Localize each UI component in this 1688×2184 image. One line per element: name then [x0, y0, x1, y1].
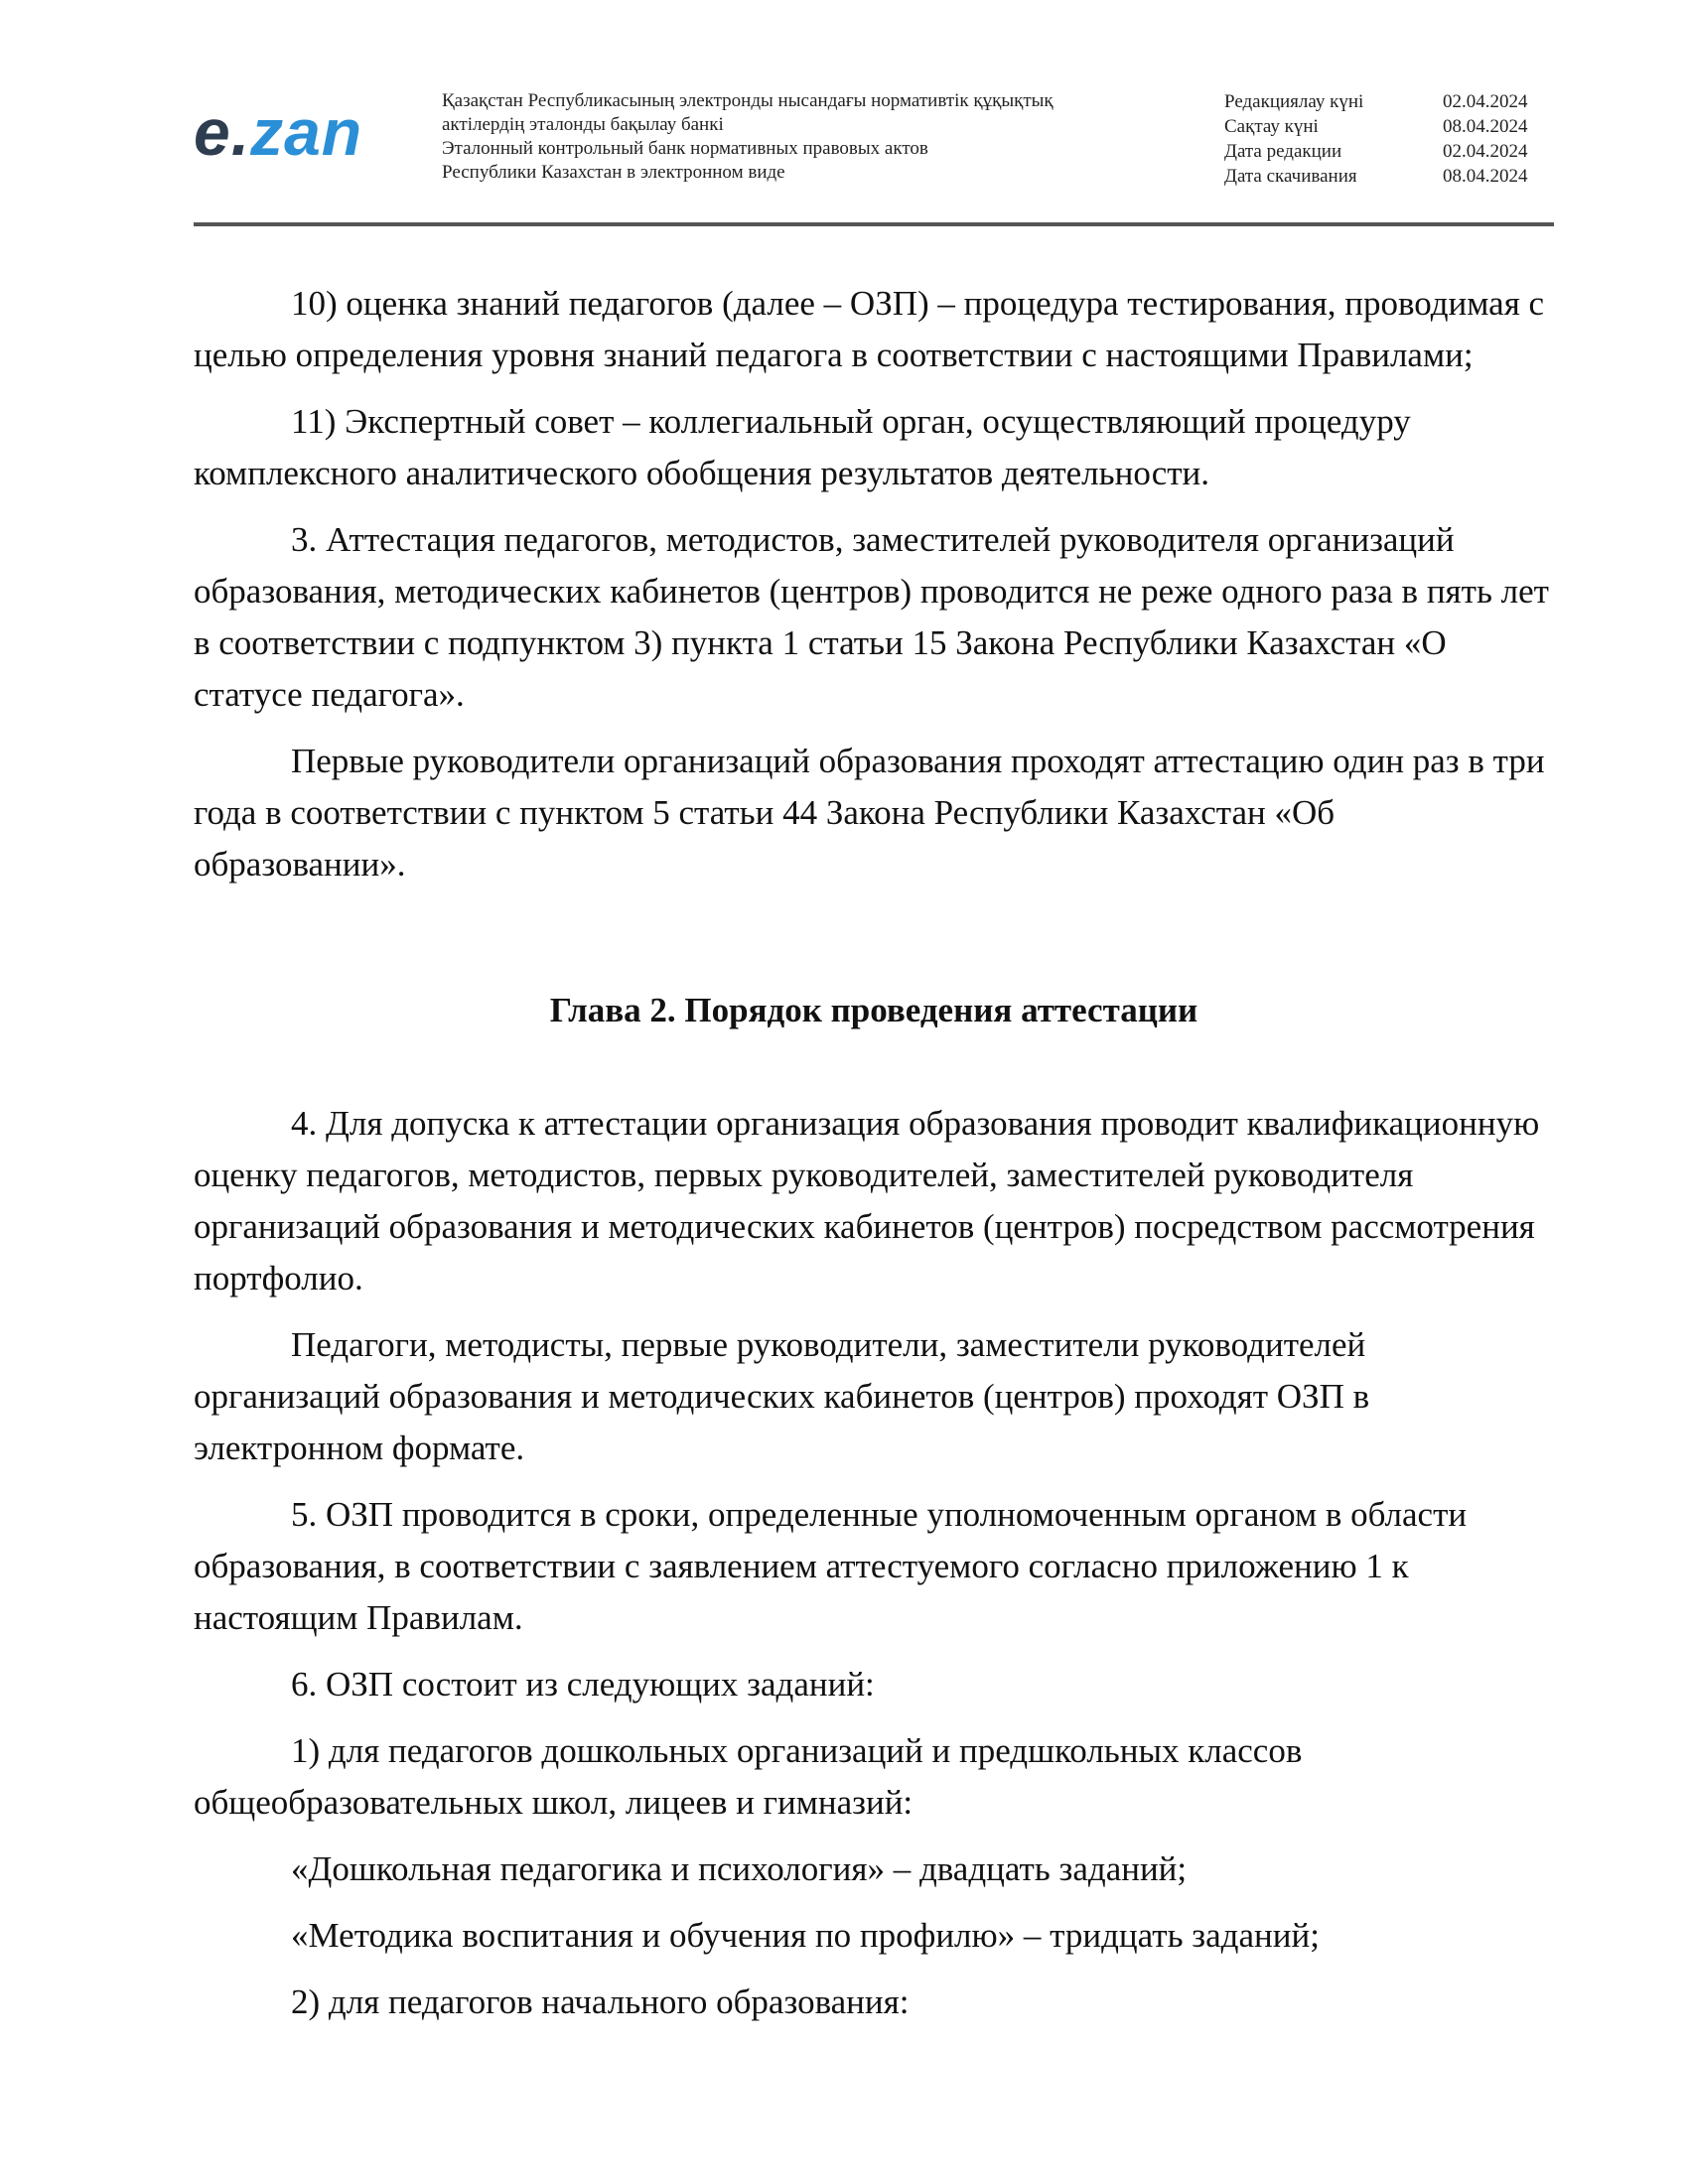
meta-label: Редакциялау күні — [1224, 91, 1364, 112]
meta-value: 02.04.2024 — [1443, 91, 1528, 112]
logo-e: e — [194, 95, 231, 169]
ezan-logo — [194, 95, 363, 169]
meta-value: 08.04.2024 — [1443, 166, 1528, 187]
bank-title-line: Эталонный контрольный банк нормативных правовых актов — [442, 138, 928, 159]
meta-label: Сақтау күні — [1224, 116, 1319, 137]
paragraph: 4. Для допуска к аттестации организация образования проводит квалификационную оценку педагогов, методистов, первых руководителей, заместителей руководителя организаций образования и методических кабинетов (центров) посредством рассмотрения портфолио. — [194, 1104, 1540, 1297]
paragraph: «Методика воспитания и обучения по профилю» – тридцать заданий; — [291, 1916, 1320, 1955]
paragraph: 11) Экспертный совет – коллегиальный орган, осуществляющий процедуру комплексного аналитического обобщения результатов деятельности. — [194, 402, 1411, 492]
bank-title-line: актілердің эталонды бақылау банкі — [442, 114, 724, 135]
meta-value: 02.04.2024 — [1443, 141, 1528, 162]
paragraph: 6. ОЗП состоит из следующих заданий: — [291, 1665, 875, 1704]
paragraph: «Дошкольная педагогика и психология» – двадцать заданий; — [291, 1849, 1188, 1888]
paragraph: 1) для педагогов дошкольных организаций и предшкольных классов общеобразовательных школ, лицеев и гимназий: — [194, 1731, 1303, 1822]
paragraph: 5. ОЗП проводится в сроки, определенные уполномоченным органом в области образования, в соответствии с заявлением аттестуемого согласно приложению 1 к настоящим Правилам. — [194, 1495, 1468, 1637]
header-divider — [194, 222, 1554, 226]
paragraph: 2) для педагогов начального образования: — [291, 1982, 910, 2021]
bank-title-line: Республики Казахстан в электронном виде — [442, 162, 785, 183]
logo-dot: . — [230, 95, 251, 169]
bank-title — [442, 89, 1054, 185]
paragraph: Педагоги, методисты, первые руководители, заместители руководителей организаций образования и методических кабинетов (центров) проходят ОЗП в электронном формате. — [194, 1325, 1370, 1467]
meta-label: Дата редакции — [1224, 141, 1342, 162]
document-body — [194, 278, 1554, 2043]
paragraph: Первые руководители организаций образования проходят аттестацию один раз в три года в соответствии с пунктом 5 статьи 44 Закона Республики Казахстан «Об образовании». — [194, 742, 1545, 884]
document-header — [194, 85, 1549, 224]
meta-label: Дата скачивания — [1224, 166, 1357, 187]
paragraph: 10) оценка знаний педагогов (далее – ОЗП) – процедура тестирования, проводимая с целью определения уровня знаний педагога в соответствии с настоящими Правилами; — [194, 284, 1545, 374]
bank-title-line: Қазақстан Республикасының электронды нысандағы нормативтік құқықтық — [442, 90, 1054, 111]
meta-value: 08.04.2024 — [1443, 116, 1528, 137]
logo-zan: zan — [250, 95, 363, 169]
chapter-heading: Глава 2. Порядок проведения аттестации — [549, 991, 1198, 1029]
paragraph: 3. Аттестация педагогов, методистов, заместителей руководителя организаций образования, методических кабинетов (центров) проводится не реже одного раза в пять лет в соответствии с подпунктом 3) пункта 1 статьи 15 Закона Республики Казахстан «О статусе педагога». — [194, 520, 1549, 714]
